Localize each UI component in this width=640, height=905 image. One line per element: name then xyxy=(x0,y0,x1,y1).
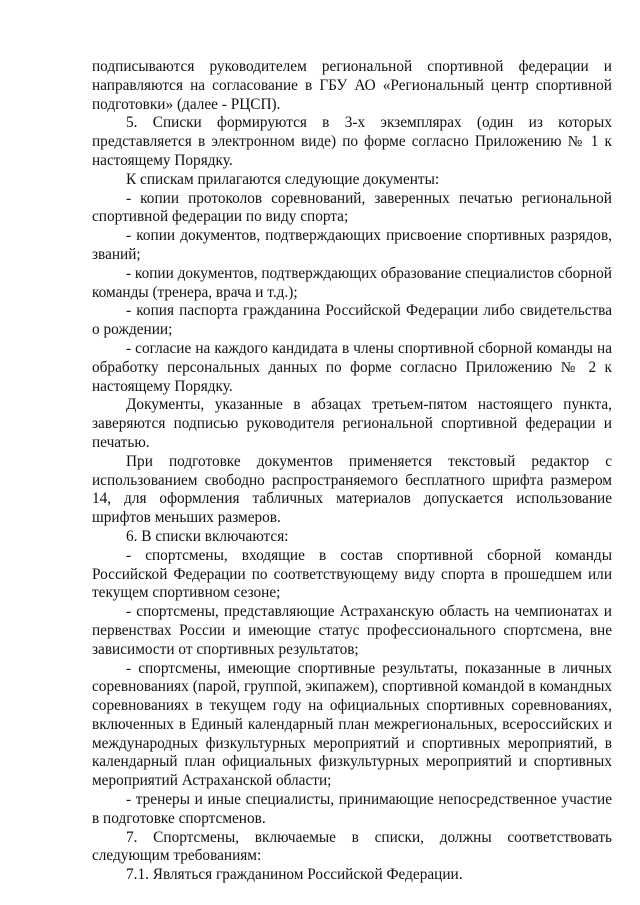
paragraph-certification: Документы, указанные в абзацах третьем-пятом настоящего пункта, заверяются подписью руководителя региональной спортивной федерации и печатью. xyxy=(92,396,612,451)
list-item-consent: - согласие на каждого кандидата в члены спортивной сборной команды на обработку персональных данных по форме согласно Приложению № 2 к настоящему Порядку. xyxy=(92,339,612,395)
list-item-national-team: - спортсмены, входящие в состав спортивной сборной команды Российской Федерации по соответствующему виду спорта в прошедшем или текущем спортивном сезоне; xyxy=(92,546,612,602)
paragraph-continuation: подписываются руководителем региональной спортивной федерации и направляются на согласование в ГБУ АО «Региональный центр спортивной подготовки» (далее - РЦСП). xyxy=(92,58,612,113)
list-item-protocols: - копии протоколов соревнований, заверенных печатью региональной спортивной федерации по виду спорта; xyxy=(92,189,612,226)
paragraph-item-7-1: 7.1. Являться гражданином Российской Федерации. xyxy=(126,866,463,884)
paragraph-font-requirements: При подготовке документов применяется текстовый редактор с использованием свободно распространяемого бесплатного шрифта размером 14, для оформления табличных материалов допускается использование шрифтов меньших размеров. xyxy=(92,452,612,527)
list-item-results: - спортсмены, имеющие спортивные результаты, показанные в личных соревнованиях (парой, группой, экипажем), спортивной командой в командных соревнованиях в текущем году на официальных спортивных соревнованиях, включенных в Единый календарный план межрегиональных, всероссийских и международных физкультурных мероприятий и спортивных мероприятий, в календарный план официальных физкультурных мероприятий и спортивных мероприятий Астраханской области; xyxy=(92,659,612,790)
list-item-professional: - спортсмены, представляющие Астраханскую область на чемпионатах и первенствах России и имеющие статус профессионального спортсмена, вне зависимости от спортивных результатов; xyxy=(92,603,612,658)
paragraph-item-5: 5. Списки формируются в 3-х экземплярах (один из которых представляется в электронном виде) по форме согласно Приложению № 1 к настоящему Порядку. xyxy=(92,114,612,169)
list-item-coaches: - тренеры и иные специалисты, принимающие непосредственное участие в подготовке спортсменов. xyxy=(92,791,612,827)
paragraph-item-6: 6. В списки включаются: xyxy=(126,527,289,545)
list-item-ranks: - копии документов, подтверждающих присвоение спортивных разрядов, званий; xyxy=(92,227,612,263)
document-page xyxy=(92,58,612,885)
list-item-passport: - копия паспорта гражданина Российской Федерации либо свидетельства о рождении; xyxy=(92,302,612,339)
paragraph-item-7: 7. Спортсмены, включаемые в списки, должны соответствовать следующим требованиям: xyxy=(92,828,612,865)
list-item-education: - копии документов, подтверждающих образование специалистов сборной команды (тренера, врача и т.д.); xyxy=(92,264,612,301)
paragraph-attachments-intro: К спискам прилагаются следующие документы: xyxy=(126,170,440,188)
